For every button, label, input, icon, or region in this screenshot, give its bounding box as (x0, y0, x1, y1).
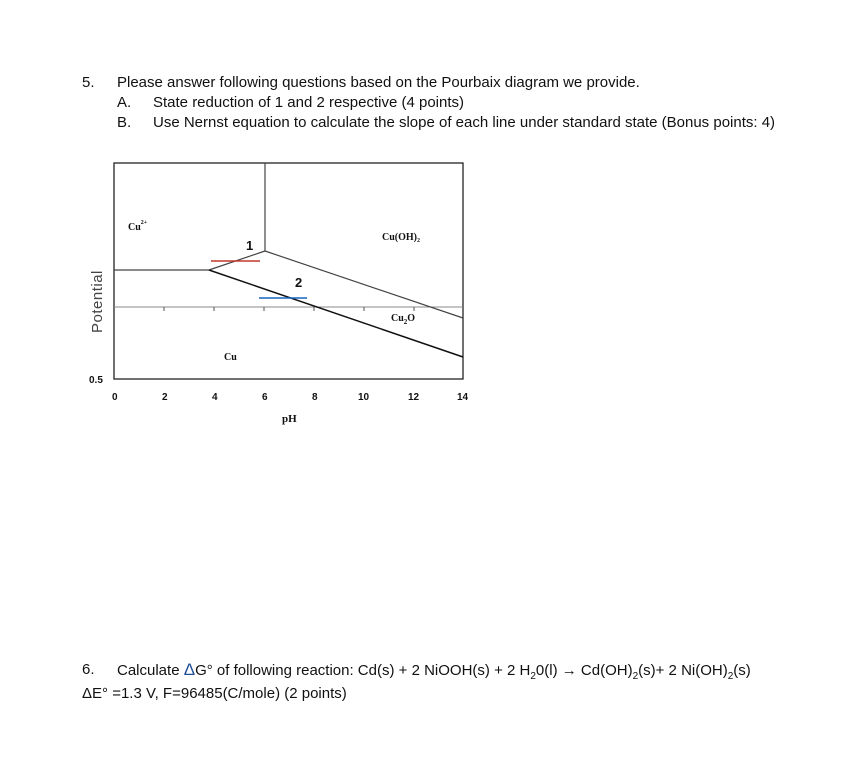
question-5-prompt: Please answer following questions based on the Pourbaix diagram we provide. (117, 74, 640, 91)
question-6-text: Calculate ΔG° of following reaction: Cd(s) + 2 NiOOH(s) + 2 $H_20(l) \to Cd(OH)_2(s)+ 2$ $Ni(OH)_2(s)$ (117, 660, 751, 682)
x-tick-10: 10 (358, 392, 370, 403)
boundary-cu2o-cu (209, 270, 463, 357)
line-1-label: 1 (246, 238, 254, 253)
x-tick-8: 8 (312, 392, 318, 403)
y-axis-label: Potential (89, 270, 106, 333)
x-tick-2: 2 (162, 392, 168, 403)
question-5-number: 5. (82, 74, 95, 91)
x-tick-6: 6 (262, 392, 268, 403)
delta-symbol: Δ (183, 660, 196, 679)
region-cu2-label: $Cu^{2+}$ (128, 220, 148, 233)
x-tick-0: 0 (112, 392, 118, 403)
item-b-letter: B. (117, 114, 132, 131)
item-b-text: Use Nernst equation to calculate the slope of each line under standard state (Bonus points: 4) (153, 114, 776, 131)
x-axis-label: pH (282, 413, 297, 425)
line-2-label: 2 (295, 275, 303, 290)
x-tick-12: 12 (408, 392, 420, 403)
y-tick-label: 0.5 (89, 375, 103, 386)
region-cu-label: Cu (224, 352, 237, 363)
question-6-given: ΔE° =1.3 V, F=96485(C/mole) (2 points) (82, 685, 347, 702)
plot-frame (114, 163, 463, 379)
item-a-letter: A. (117, 94, 132, 111)
x-tick-14: 14 (457, 392, 469, 403)
question-6-number: 6. (82, 661, 95, 678)
region-cu2o-label: $Cu_2O$ (391, 313, 416, 326)
x-tick-4: 4 (212, 392, 218, 403)
region-cuoh2-label: Cu(OH)₂ (382, 232, 420, 243)
item-a-text: State reduction of 1 and 2 respective (4 points) (153, 94, 465, 111)
